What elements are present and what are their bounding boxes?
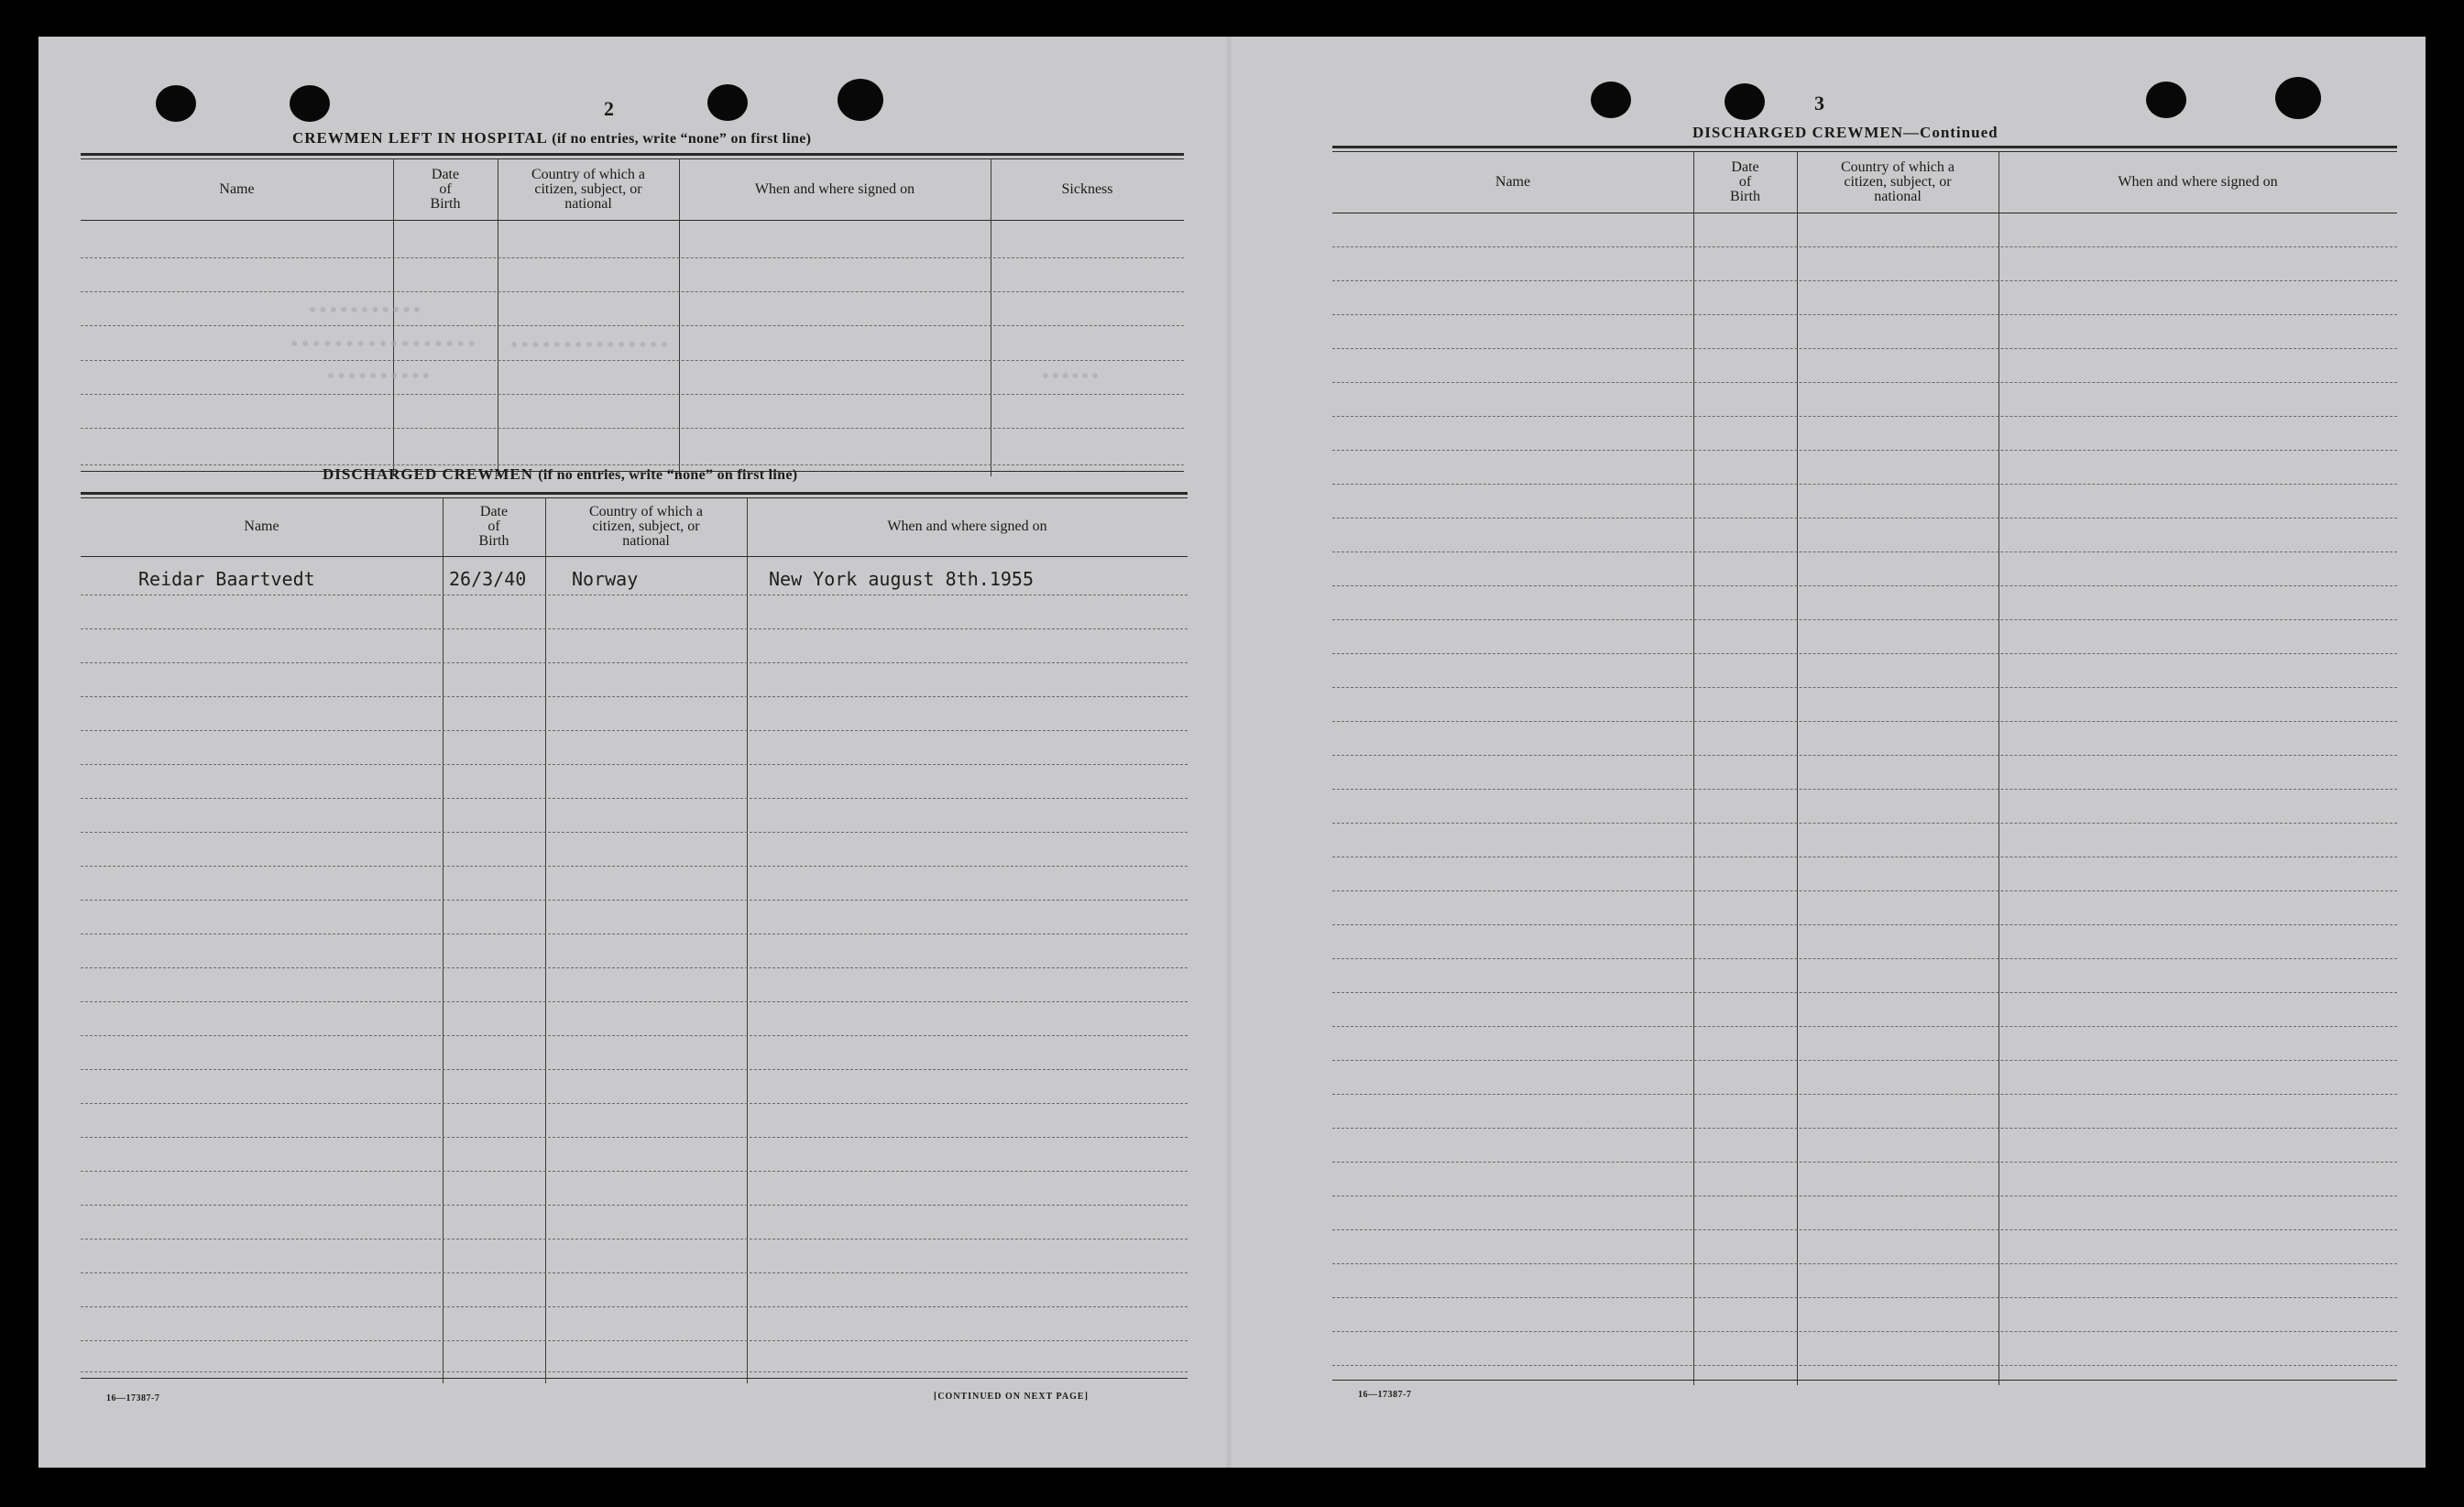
continued-header-country: Country of which a citizen, subject, or national xyxy=(1841,158,1955,204)
table-bottom-rule xyxy=(81,1378,1188,1379)
table-row xyxy=(1332,992,2397,993)
bleed-through-mark xyxy=(291,341,475,346)
table-row xyxy=(81,1001,1188,1002)
column-divider xyxy=(545,497,546,1383)
table-row xyxy=(1332,1162,2397,1163)
hospital-section-title xyxy=(292,129,811,147)
table-row xyxy=(1332,687,2397,688)
table-row xyxy=(1332,280,2397,281)
bleed-through-mark xyxy=(511,342,667,347)
table-row xyxy=(1332,755,2397,756)
table-row xyxy=(81,394,1184,395)
table-header-rule xyxy=(81,556,1188,557)
continued-note: [CONTINUED ON NEXT PAGE] xyxy=(934,1392,1089,1402)
discharged-title-text: DISCHARGED CREWMEN xyxy=(323,465,534,483)
table-row xyxy=(1332,484,2397,485)
hospital-header-sickness: Sickness xyxy=(1061,180,1113,197)
column-divider xyxy=(747,497,748,1383)
table-row xyxy=(1332,585,2397,586)
table-row xyxy=(81,967,1188,968)
continued-header-name: Name xyxy=(1495,173,1531,190)
table-row xyxy=(81,730,1188,731)
table-top-rule xyxy=(81,492,1188,495)
table-row xyxy=(1332,890,2397,891)
scanned-document-sheet xyxy=(38,37,2426,1468)
column-divider xyxy=(443,497,444,1383)
table-top-rule xyxy=(81,153,1184,156)
table-row xyxy=(1332,1263,2397,1264)
table-row xyxy=(1332,1331,2397,1332)
table-row xyxy=(81,1171,1188,1172)
table-row xyxy=(1332,246,2397,247)
table-row xyxy=(81,900,1188,901)
table-row xyxy=(1332,1229,2397,1230)
hospital-title-text: CREWMEN LEFT IN HOSPITAL xyxy=(292,129,547,147)
hospital-header-name: Name xyxy=(219,180,255,197)
table-row xyxy=(1332,450,2397,451)
column-divider xyxy=(1797,151,1798,1385)
table-row xyxy=(81,764,1188,765)
table-row xyxy=(1332,823,2397,824)
hospital-table xyxy=(81,153,1184,476)
table-row xyxy=(81,662,1188,663)
punch-hole xyxy=(838,79,883,121)
table-row xyxy=(81,1103,1188,1104)
table-row xyxy=(1332,314,2397,315)
table-bottom-rule xyxy=(1332,1380,2397,1381)
table-row xyxy=(1332,382,2397,383)
table-row xyxy=(1332,721,2397,722)
table-row xyxy=(1332,653,2397,654)
table-row xyxy=(81,1340,1188,1341)
bleed-through-mark xyxy=(310,307,420,312)
column-divider xyxy=(1693,151,1694,1385)
discharged-header-name: Name xyxy=(244,519,279,534)
table-row xyxy=(1332,1094,2397,1095)
table-row xyxy=(1332,1060,2397,1061)
discharged-section-title xyxy=(323,465,797,484)
table-row xyxy=(81,257,1184,258)
table-row xyxy=(81,325,1184,326)
table-top-rule xyxy=(1332,146,2397,148)
table-row xyxy=(81,428,1184,429)
table-row xyxy=(81,1272,1188,1273)
continued-header-dob: Date of Birth xyxy=(1730,158,1760,204)
hospital-header-dob: Date of Birth xyxy=(430,166,461,212)
table-row xyxy=(1332,1297,2397,1298)
table-row xyxy=(81,1205,1188,1206)
form-number: 16—17387-7 xyxy=(106,1393,160,1403)
crewman-date-of-birth: 26/3/40 xyxy=(449,568,527,590)
punch-hole xyxy=(156,85,196,122)
punch-hole xyxy=(1725,83,1765,120)
table-row xyxy=(1332,551,2397,552)
bleed-through-mark xyxy=(328,373,429,378)
crewman-signed-on: New York august 8th.1955 xyxy=(769,568,1034,590)
table-row xyxy=(81,1035,1188,1036)
table-row xyxy=(1332,1026,2397,1027)
table-row xyxy=(1332,958,2397,959)
punch-hole xyxy=(1591,82,1631,118)
crewman-country: Norway xyxy=(572,568,639,590)
table-row xyxy=(1332,1128,2397,1129)
discharged-header-country: Country of which a citizen, subject, or national xyxy=(589,504,703,549)
table-row xyxy=(81,1137,1188,1138)
left-page xyxy=(38,37,1230,1468)
table-row xyxy=(81,1069,1188,1070)
discharged-continued-title: DISCHARGED CREWMEN—Continued xyxy=(1692,124,1999,141)
table-row xyxy=(1332,789,2397,790)
punch-hole xyxy=(290,85,330,122)
table-row xyxy=(81,1371,1188,1372)
punch-hole xyxy=(2275,77,2321,119)
table-row xyxy=(81,832,1188,833)
table-row xyxy=(81,866,1188,867)
discharged-header-signed-on: When and where signed on xyxy=(887,519,1047,534)
table-row xyxy=(1332,416,2397,417)
table-header-rule xyxy=(81,220,1184,221)
page-number: 3 xyxy=(1814,92,1824,115)
form-number: 16—17387-7 xyxy=(1358,1390,1412,1400)
page-number: 2 xyxy=(604,97,614,120)
table-row xyxy=(81,798,1188,799)
hospital-header-country: Country of which a citizen, subject, or national xyxy=(531,166,645,212)
hospital-header-signed-on: When and where signed on xyxy=(754,180,915,197)
bleed-through-mark xyxy=(1043,373,1098,378)
table-row xyxy=(1332,924,2397,925)
crewman-name: Reidar Baartvedt xyxy=(138,568,315,590)
punch-hole xyxy=(707,84,748,121)
table-row xyxy=(81,291,1184,292)
table-row xyxy=(1332,1365,2397,1366)
table-row xyxy=(1332,619,2397,620)
table-row xyxy=(81,1306,1188,1307)
table-row xyxy=(1332,348,2397,349)
punch-hole xyxy=(2146,82,2186,118)
hospital-title-note: (if no entries, write “none” on first line) xyxy=(552,131,812,147)
table-row xyxy=(81,628,1188,629)
discharged-continued-table xyxy=(1332,146,2397,1385)
table-row xyxy=(1332,518,2397,519)
discharged-header-dob: Date of Birth xyxy=(478,504,509,549)
discharged-table xyxy=(81,492,1188,1383)
table-row xyxy=(81,360,1184,361)
right-page xyxy=(1230,37,2426,1468)
continued-header-signed-on: When and where signed on xyxy=(2118,173,2278,190)
discharged-title-note: (if no entries, write “none” on first line) xyxy=(538,467,798,483)
table-row xyxy=(81,696,1188,697)
